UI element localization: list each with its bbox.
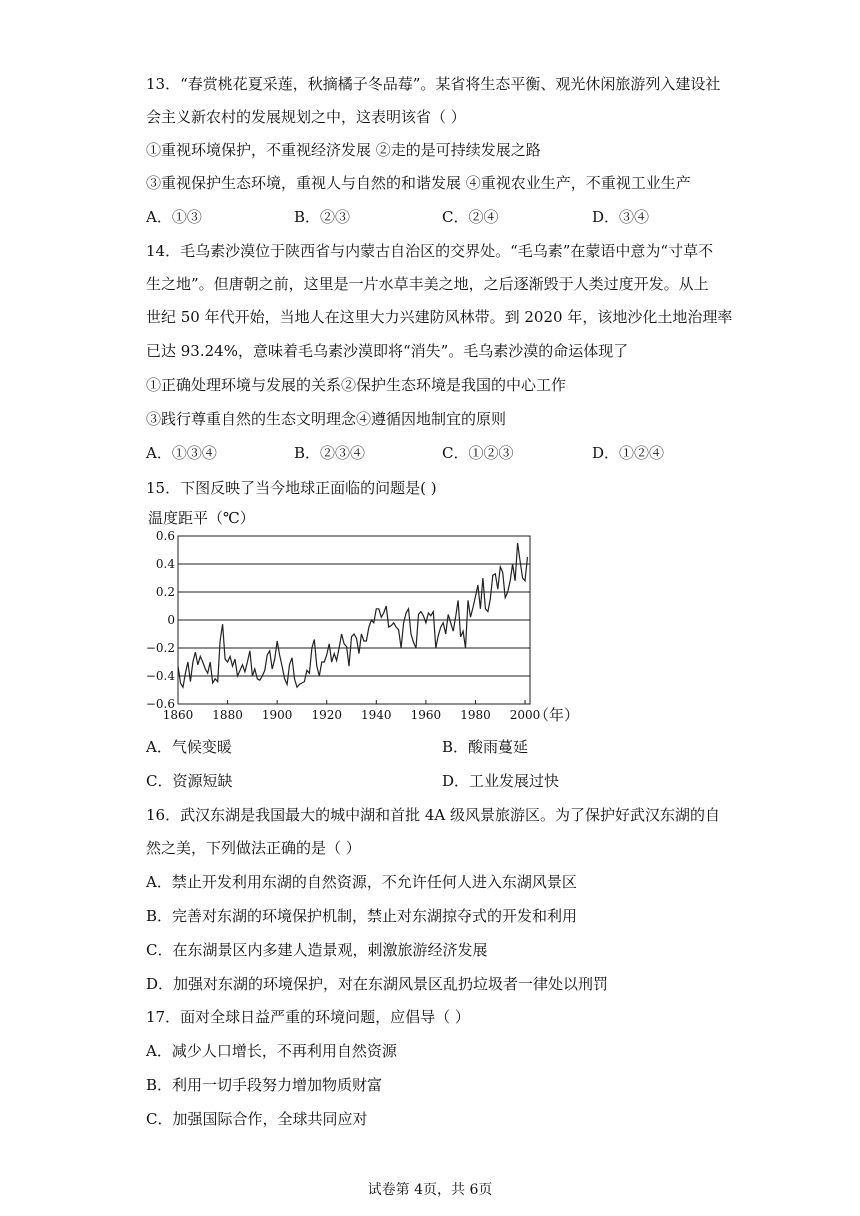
- q14-option-b: B．②③④: [294, 444, 366, 462]
- chart-xlabel: （年）: [534, 706, 580, 724]
- q16-option-b: B．完善对东湖的环境保护机制，禁止对东湖掠夺式的开发和利用: [146, 907, 578, 925]
- q14-statement-1-2: ①正确处理环境与发展的关系②保护生态环境是我国的中心工作: [146, 376, 567, 394]
- q15-option-b: B．酸雨蔓延: [442, 738, 529, 756]
- q13-statement-3-4: ③重视保护生态环境，重视人与自然的和谐发展 ④重视农业生产，不重视工业生产: [146, 174, 691, 192]
- q14-option-d: D．①②④: [592, 444, 665, 462]
- q13-stem-line-1: 13．“春赏桃花夏采莲，秋摘橘子冬品莓”。某省将生态平衡、观光休闲旅游列入建设社: [146, 75, 721, 93]
- chart-x-tick-label: 1880: [212, 708, 243, 722]
- q13-statement-1-2: ①重视环境保护，不重视经济发展 ②走的是可持续发展之路: [146, 141, 541, 159]
- chart-y-tick-label: −0.6: [146, 697, 175, 711]
- q13-option-d: D．③④: [592, 208, 650, 226]
- chart-x-tick-label: 1920: [311, 708, 343, 722]
- chart-y-tick-label: −0.4: [146, 669, 175, 683]
- q15-option-d: D．工业发展过快: [442, 772, 560, 790]
- q13-stem-line-2: 会主义新农村的发展规划之中，这表明该省（ ）: [146, 108, 466, 126]
- chart-x-tick-label: 1860: [162, 708, 194, 722]
- chart-y-tick-labels: [146, 529, 175, 711]
- q13-option-b: B．②③: [294, 208, 351, 226]
- q14-option-a: A．①③④: [146, 444, 217, 462]
- q15-option-c: C．资源短缺: [146, 772, 233, 790]
- q13-option-c: C．②④: [442, 208, 499, 226]
- chart-svg: [146, 506, 596, 726]
- q14-option-c: C．①②③: [442, 444, 514, 462]
- chart-x-tick-label: 1940: [361, 708, 392, 722]
- q14-stem-line-4: 已达 93.24%，意味着毛乌素沙漠即将“消失”。毛乌素沙漠的命运体现了: [146, 342, 629, 360]
- q14-stem-line-2: 生之地”。但唐朝之前，这里是一片水草丰美之地，之后逐渐毁于人类过度开发。从上: [146, 275, 709, 293]
- q15-stem: 15．下图反映了当今地球正面临的问题是( ): [146, 479, 437, 497]
- q17-option-a: A．减少人口增长，不再利用自然资源: [146, 1042, 397, 1060]
- q14-stem-line-3: 世纪 50 年代开始，当地人在这里大力兴建防风林带。到 2020 年，该地沙化土地治理率: [146, 308, 733, 326]
- chart-y-tick-label: 0.4: [155, 557, 175, 571]
- q16-option-d: D．加强对东湖的环境保护，对在东湖风景区乱扔垃圾者一律处以刑罚: [146, 975, 609, 993]
- q17-option-c: C．加强国际合作，全球共同应对: [146, 1110, 368, 1128]
- page-footer: 试卷第 4页，共 6页: [367, 1182, 493, 1198]
- chart-x-tick-label: 2000: [509, 708, 541, 722]
- q16-stem-line-2: 然之美，下列做法正确的是（ ）: [146, 839, 361, 857]
- chart-y-tick-label: 0: [167, 613, 175, 627]
- q13-option-a: A．①③: [146, 208, 202, 226]
- chart-y-tick-label: −0.2: [146, 641, 175, 655]
- chart-x-tick-labels: [163, 700, 541, 722]
- q16-stem-line-1: 16．武汉东湖是我国最大的城中湖和首批 4A 级风景旅游区。为了保护好武汉东湖的自: [146, 806, 721, 824]
- chart-y-tick-label: 0.6: [155, 529, 175, 543]
- chart-grid: [178, 536, 530, 704]
- q14-statement-3-4: ③践行尊重自然的生态文明理念④遵循因地制宜的原则: [146, 410, 507, 428]
- q16-option-c: C．在东湖景区内多建人造景观，刺激旅游经济发展: [146, 941, 488, 959]
- q17-stem: 17．面对全球日益严重的环境问题，应倡导（ ）: [146, 1008, 470, 1026]
- temperature-anomaly-chart: [146, 506, 596, 726]
- q14-stem-line-1: 14．毛乌素沙漠位于陕西省与内蒙古自治区的交界处。“毛乌素”在蒙语中意为“寸草不: [146, 242, 714, 260]
- chart-x-tick-label: 1900: [261, 708, 293, 722]
- chart-y-tick-label: 0.2: [155, 585, 175, 599]
- chart-ylabel: 温度距平（℃）: [148, 509, 255, 527]
- chart-x-tick-label: 1980: [460, 708, 491, 722]
- q17-option-b: B．利用一切手段努力增加物质财富: [146, 1076, 383, 1094]
- chart-x-tick-label: 1960: [410, 708, 442, 722]
- chart-series-line: [178, 543, 528, 687]
- q16-option-a: A．禁止开发利用东湖的自然资源，不允许任何人进入东湖风景区: [146, 873, 577, 891]
- q15-option-a: A．气候变暖: [146, 738, 232, 756]
